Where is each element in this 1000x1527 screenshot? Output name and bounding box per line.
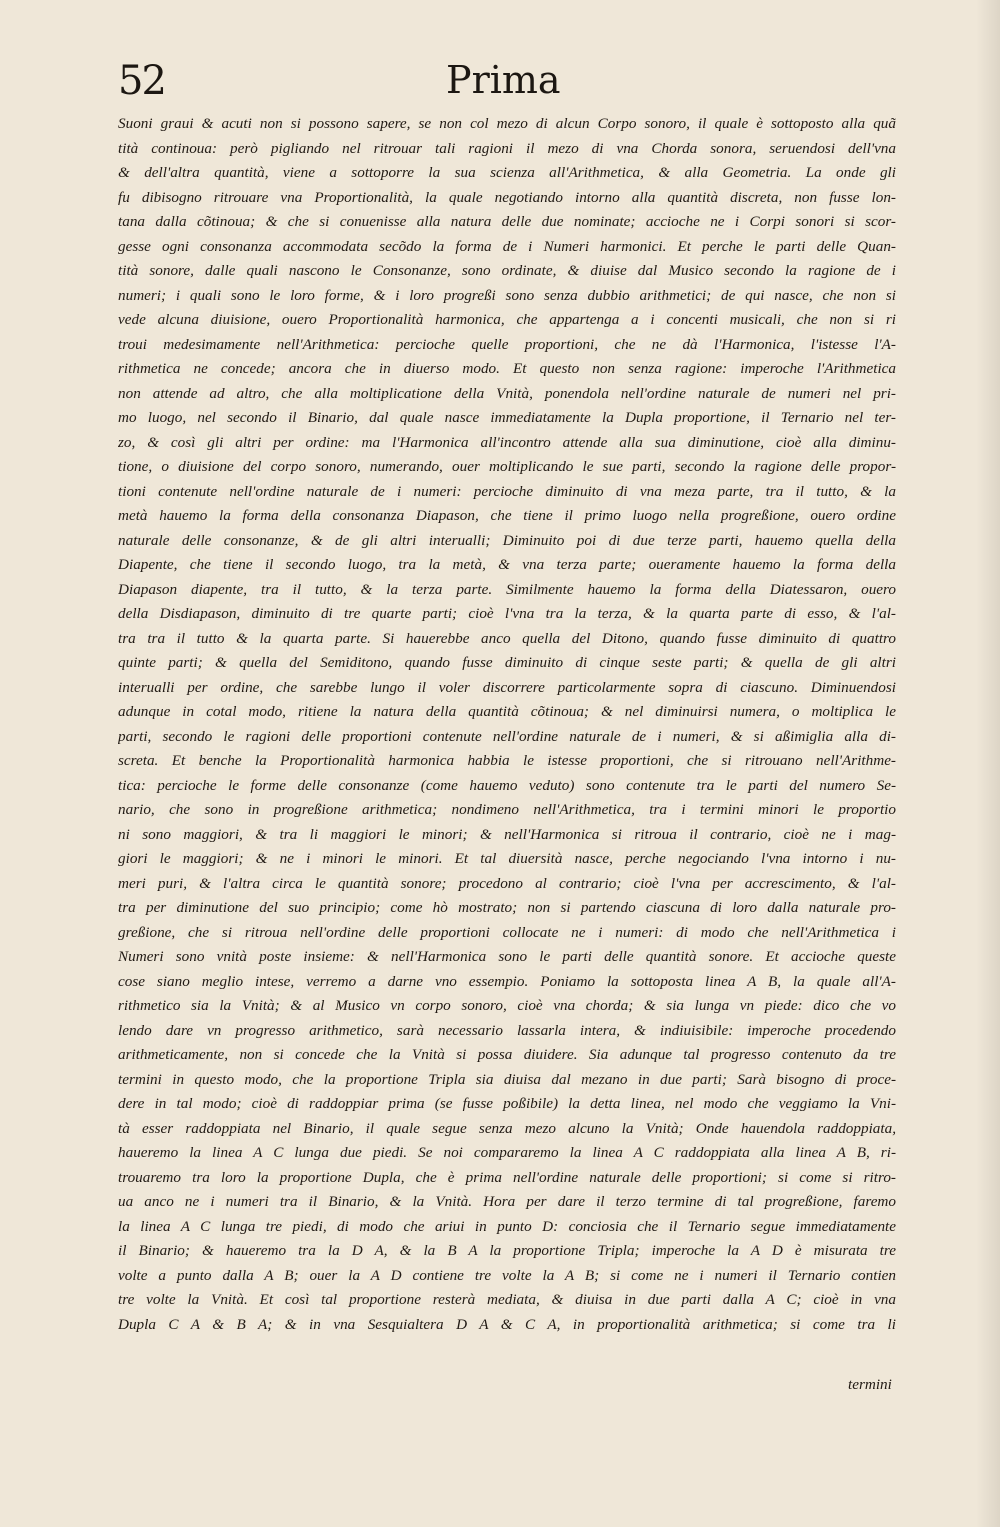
page-edge-shadow <box>976 0 1000 1527</box>
text-line: ni sono maggiori, & tra li maggiori le minori; & nell'Harmonica si ritroua il contrario, cioè ne i mag- <box>118 825 896 843</box>
text-line: numeri; i quali sono le loro forme, & i loro progreßi sono senza dubbio arithmetici; de qui nasce, che non si <box>118 286 896 304</box>
text-line: Diapason diapente, tra il tutto, & la terza parte. Similmente hauemo la forma della Diatessaron, ouero <box>118 580 896 598</box>
text-line: screta. Et benche la Proportionalità harmonica habbia le istesse proportioni, che si ritrouano nell'Arithme- <box>118 752 896 769</box>
text-line: gesse ogni consonanza accommodata secõdo la forma de i Numeri harmonici. Et perche le parti delle Quan- <box>118 237 896 255</box>
text-line: cose siano meglio intese, verremo a darne vno essempio. Poniamo la sottoposta linea A B, la quale all'A- <box>118 972 896 990</box>
text-line: dere in tal modo; cioè di raddoppiar prima (se fusse poßibile) la detta linea, nel modo che veggiamo la Vni- <box>118 1095 896 1112</box>
text-line: tra tra il tutto & la quarta parte. Si hauerebbe anco quella del Ditono, quando fusse diminuito di quattro <box>118 629 896 647</box>
text-line: tità sonore, dalle quali nascono le Consonanze, sono ordinate, & diuise dal Musico secondo la ragione de i <box>118 262 896 279</box>
text-line: giori le maggiori; & ne i minori le minori. Et tal diuersità nasce, perche negociando l'vna intorno i nu- <box>118 850 896 867</box>
running-head: Prima <box>446 58 561 102</box>
text-line: Diapente, che tiene il secondo luogo, tra la metà, & vna terza parte; oueramente hauemo la forma della <box>118 556 896 573</box>
text-line: Suoni graui & acuti non si possono sapere, se non col mezo di alcun Corpo sonoro, il quale è sottoposto alla quã <box>118 115 896 132</box>
text-line: nario, che sono in progreßione arithmetica; nondimeno nell'Arithmetica, tra i termini minori le proportio <box>118 801 896 818</box>
text-line: termini in questo modo, che la proportione Tripla sia diuisa dal mezano in due parti; Sarà bisogno di proce- <box>118 1070 896 1088</box>
text-line: parti, secondo le ragioni delle proportioni contenute nell'ordine naturale de i numeri, & si aßimiglia alla di- <box>118 727 896 745</box>
text-line: tana dalla cõtinoua; & che si conuenisse alla natura delle due nominate; accioche ne i Corpi sonori si scor- <box>118 213 896 230</box>
text-line: non attende ad altro, che alla moltiplicatione della Vnità, ponendola nell'ordine naturale de numeri nel pri- <box>118 384 896 402</box>
text-line: arithmeticamente, non si concede che la Vnità si possa diuidere. Sia adunque tal progresso contenuto da tre <box>118 1046 896 1063</box>
text-line: mo luogo, nel secondo il Binario, dal quale nasce immediatamente la Dupla proportione, il Ternario nel ter- <box>118 409 896 426</box>
text-line: & dell'altra quantità, viene a sottoporre la sua scienza all'Arithmetica, & alla Geometria. La onde gli <box>118 164 896 181</box>
catchword: termini <box>848 1376 892 1393</box>
text-line: ua anco ne i numeri tra il Binario, & la Vnità. Hora per dare il terzo termine di tal progreßione, faremo <box>118 1193 896 1210</box>
body-text <box>118 112 896 1337</box>
text-line: lendo dare vn progresso arithmetico, sarà necessario lassarla intera, & indiuisibile: imperoche procedendo <box>118 1021 896 1039</box>
text-line: adunque in cotal modo, ritiene la natura della quantità cõtinoua; & nel diminuirsi numera, o moltiplica le <box>118 703 896 720</box>
text-line: trouaremo tra loro la proportione Dupla, che è prima nell'ordine naturale delle proportioni; si come si ritro- <box>118 1168 896 1186</box>
text-line: rithmetica ne concede; ancora che in diuerso modo. Et questo non senza ragione: imperoche l'Arithmetica <box>118 360 896 377</box>
text-line: metà hauemo la forma della consonanza Diapason, che tiene il primo luogo nella progreßione, ouero ordine <box>118 507 896 524</box>
text-line: troui medesimamente nell'Arithmetica: percioche quelle proportioni, che ne dà l'Harmonica, l'istesse l'A- <box>118 335 896 353</box>
text-line: meri puri, & l'altra circa le quantità sonore; procedono al contrario; cioè l'vna per accrescimento, & l'al- <box>118 874 896 892</box>
text-line: tra per diminutione del suo principio; come hò mostrato; non si partendo ciascuna di loro dalla naturale pro- <box>118 899 896 916</box>
text-line: Numeri sono vnità poste insieme: & nell'Harmonica sono le parti delle quantità sonore. Et accioche queste <box>118 948 896 965</box>
text-line: tica: percioche le forme delle consonanze (come hauemo veduto) sono contenute tra le parti del numero Se- <box>118 776 896 794</box>
text-line: Dupla C A & B A; & in vna Sesquialtera D A & C A, in proportionalità arithmetica; si come tra li <box>118 1315 896 1333</box>
text-line: naturale delle consonanze, & de gli altri interualli; Diminuito poi di due terze parti, hauemo quella della <box>118 531 896 549</box>
text-line: tità continoua: però pigliando nel ritrouar tali ragioni il mezo di vna Chorda sonora, seruendosi dell'vna <box>118 139 896 157</box>
text-line: tà esser raddoppiata nel Binario, il quale segue senza mezo alcuno la Vnità; Onde hauendola raddoppiata, <box>118 1119 896 1137</box>
text-line: il Binario; & haueremo tra la D A, & la B A la proportione Tripla; imperoche la A D è misurata tre <box>118 1242 896 1259</box>
text-line: greßione, che si ritroua nell'ordine delle proportioni collocate ne i numeri: di modo che nell'Arithmetica i <box>118 923 896 941</box>
text-line: quinte parti; & quella del Semiditono, quando fusse diminuito di cinque seste parti; & quella de gli altri <box>118 654 896 671</box>
text-line: fu dibisogno ritrouare vna Proportionalità, la quale negotiando intorno alla quantità discreta, non fusse lon- <box>118 188 896 206</box>
text-line: la linea A C lunga tre piedi, di modo che ariui in punto D: conciosia che il Ternario segue immediatamente <box>118 1217 896 1235</box>
text-line: della Disdiapason, diminuito di tre quarte parti; cioè l'vna tra la terza, & la quarta parte di esso, & l'al- <box>118 605 896 622</box>
page-number: 52 <box>118 58 165 104</box>
text-line: tione, o diuisione del corpo sonoro, numerando, ouer moltiplicando le sue parti, secondo la ragione delle propor- <box>118 458 896 475</box>
text-line: interualli per ordine, che sarebbe lungo il voler discorrere particolarmente sopra di ciascuno. Diminuendosi <box>118 678 896 696</box>
text-line: rithmetico sia la Vnità; & al Musico vn corpo sonoro, cioè vna chorda; & sia lunga vn piede: dico che vo <box>118 997 896 1014</box>
text-line: tioni contenute nell'ordine naturale de i numeri: percioche diminuito di vna meza parte, tra il tutto, & la <box>118 482 896 500</box>
text-line: zo, & così gli altri per ordine: ma l'Harmonica all'incontro attende alla sua diminutione, cioè alla diminu- <box>118 433 896 451</box>
text-line: haueremo la linea A C lunga due piedi. Se noi compararemo la linea A C raddoppiata alla linea A B, ri- <box>118 1144 896 1161</box>
text-line: vede alcuna diuisione, ouero Proportionalità harmonica, che appartenga a i concenti musicali, che non si ri <box>118 311 896 328</box>
page-header <box>118 58 898 110</box>
text-line: tre volte la Vnità. Et così tal proportione resterà mediata, & diuisa in due parti dalla A C; cioè in vna <box>118 1291 896 1308</box>
text-line: volte a punto dalla A B; ouer la A D contiene tre volte la A B; si come ne i numeri il Ternario contien <box>118 1266 896 1284</box>
